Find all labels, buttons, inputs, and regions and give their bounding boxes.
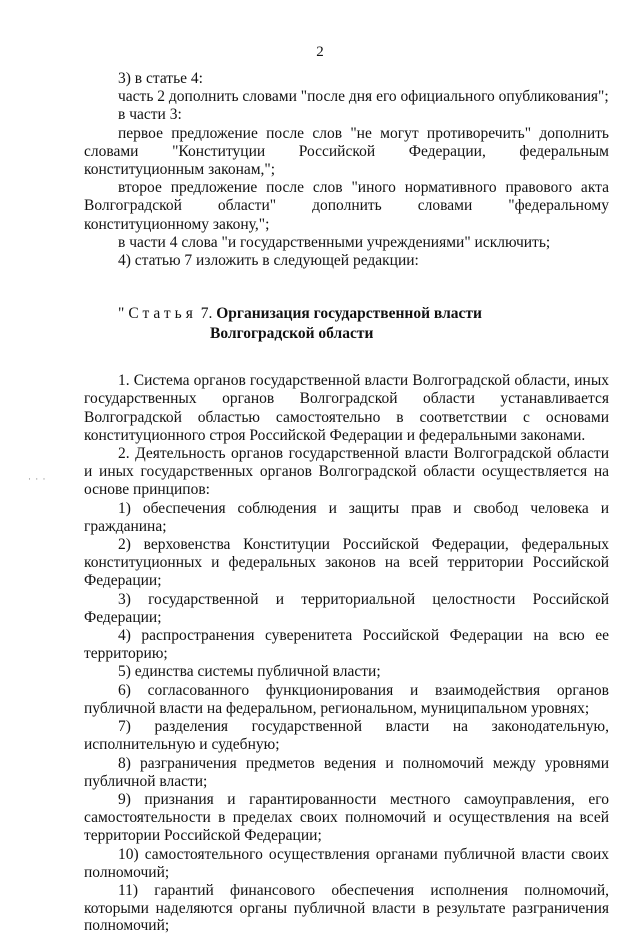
principle-item: 7) разделения государственной власти на законодательную, исполнительную и судебную; [84,718,609,754]
principle-item: 10) самостоятельного осуществления органами публичной власти своих полномочий; [84,845,609,881]
article-number: 7. [200,305,213,323]
item-3-second-sentence: второе предложение после слов "иного нормативного правового акта Волгоградской области" дополнить словами "федеральному конституционному закону,"; [84,179,609,233]
article-heading-line-1 [84,304,609,324]
item-3-part-4: в части 4 слова "и государственными учреждениями" исключить; [118,233,551,251]
article-title-line-1: Организация государственной власти [216,305,482,323]
article-title-line-2: Волгоградской области [210,325,374,343]
principle-item: 2) верховенства Конституции Российской Федерации, федеральных конституционных и федеральных законов на всей территории Российской Федерации; [84,536,609,590]
item-3-part-3-heading: в части 3: [118,106,182,124]
principle-item: 1) обеспечения соблюдения и защиты прав и свобод человека и гражданина; [84,499,609,535]
principle-item: 3) государственной и территориальной целостности Российской Федерации; [84,590,609,626]
principles-list [84,500,609,935]
principle-item: 5) единства системы публичной власти; [118,663,381,681]
principle-item: 8) разграничения предметов ведения и полномочий между уровнями публичной власти; [84,754,609,790]
item-3-first-sentence: первое предложение после слов "не могут противоречить" дополнить словами "Конституции Российской Федерации, федеральным конституционным законам,"; [84,124,609,179]
paragraph-1: 1. Система органов государственной власти Волгоградской области, иных государственных органов Волгоградской области устанавливается Волгоградской областью самостоятельно в соответствии с основами конституционного строя Российской Федерации и федеральными законами. [84,372,609,444]
article-prefix: "Статья [118,305,197,323]
paragraph-2: 2. Деятельность органов государственной власти Волгоградской области и иных государственных органов Волгоградской области осуществляется на основе принципов: [84,445,609,499]
item-3-heading: 3) в статье 4: [118,70,203,87]
principle-item: 6) согласованного функционирования и взаимодействия органов публичной власти на федеральном, региональном, муниципальном уровнях; [84,681,609,717]
principle-item: 9) признания и гарантированности местного самоуправления, его самостоятельности в пределах своих полномочий и осуществления на всей территории Российской Федерации; [84,790,609,845]
item-4-heading: 4) статью 7 изложить в следующей редакции: [118,252,419,270]
page-number: 2 [316,44,324,60]
document-body [84,70,609,935]
article-heading [84,304,609,344]
principle-item: 11) гарантий финансового обеспечения исполнения полномочий, которыми наделяются органы публичной власти в результате разграничения полномочий; [84,881,609,935]
item-3-part-2: часть 2 дополнить словами "после дня его официального опубликования"; [118,88,609,106]
scan-margin-mark: · · · [28,474,47,484]
principle-item: 4) распространения суверенитета Российской Федерации на всю ее территорию; [84,627,609,663]
